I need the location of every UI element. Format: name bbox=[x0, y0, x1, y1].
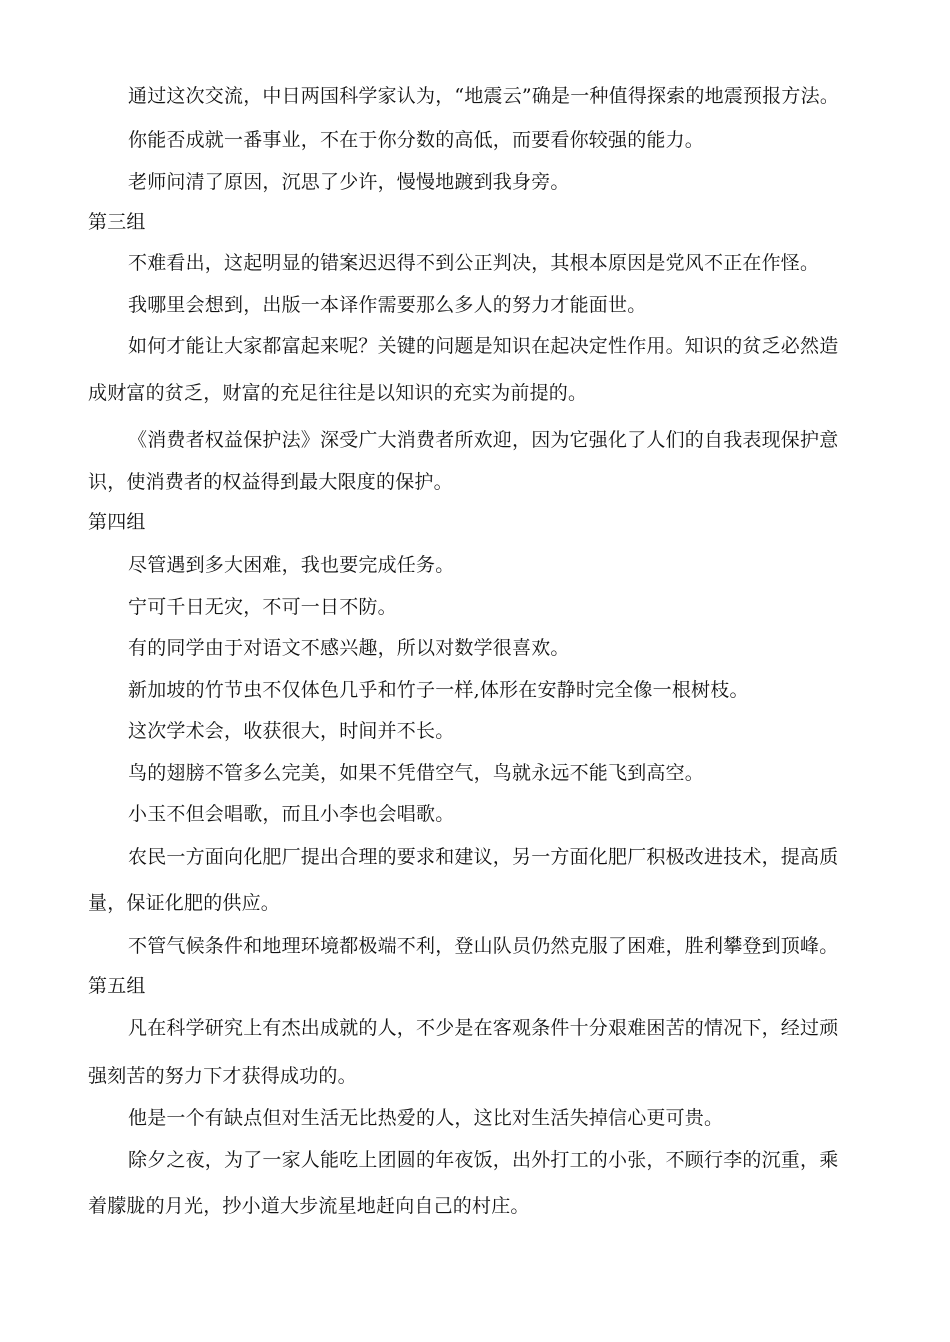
sentence-line: 农民一方面向化肥厂提出合理的要求和建议，另一方面化肥厂积极改进技术，提高质 bbox=[128, 846, 839, 868]
sentence-line: 他是一个有缺点但对生活无比热爱的人，这比对生活失掉信心更可贵。 bbox=[128, 1107, 724, 1129]
sentence-line: 宁可千日无灾，不可一日不防。 bbox=[128, 596, 397, 618]
group-heading: 第三组 bbox=[88, 211, 146, 233]
sentence-line: 强刻苦的努力下才获得成功的。 bbox=[88, 1065, 357, 1087]
group-heading: 第五组 bbox=[88, 975, 146, 997]
sentence-line: 我哪里会想到，出版一本译作需要那么多人的努力才能面世。 bbox=[128, 294, 647, 316]
sentence-line: 识，使消费者的权益得到最大限度的保护。 bbox=[88, 471, 453, 493]
sentence-line: 通过这次交流，中日两国科学家认为，“地震云”确是一种值得探索的地震预报方法。 bbox=[128, 85, 840, 107]
sentence-line: 不难看出，这起明显的错案迟迟得不到公正判决，其根本原因是党风不正在作怪。 bbox=[128, 252, 820, 274]
sentence-line: 着朦胧的月光，抄小道大步流星地赶向自己的村庄。 bbox=[88, 1195, 530, 1217]
sentence-line: 不管气候条件和地理环境都极端不利，登山队员仍然克服了困难，胜利攀登到顶峰。 bbox=[128, 935, 839, 957]
sentence-line: 除夕之夜，为了一家人能吃上团圆的年夜饭，出外打工的小张，不顾行李的沉重，乘 bbox=[128, 1149, 839, 1171]
sentence-line: 小玉不但会唱歌，而且小李也会唱歌。 bbox=[128, 803, 455, 825]
sentence-line: 你能否成就一番事业，不在于你分数的高低，而要看你较强的能力。 bbox=[128, 129, 705, 151]
sentence-line: 老师问清了原因，沉思了少许，慢慢地踱到我身旁。 bbox=[128, 171, 570, 193]
sentence-line: 新加坡的竹节虫不仅体色几乎和竹子一样,体形在安静时完全像一根树枝。 bbox=[128, 679, 749, 701]
sentence-line: 这次学术会，收获很大，时间并不长。 bbox=[128, 720, 455, 742]
sentence-line: 有的同学由于对语文不感兴趣，所以对数学很喜欢。 bbox=[128, 637, 570, 659]
sentence-line: 如何才能让大家都富起来呢？关键的问题是知识在起决定性作用。知识的贫乏必然造 bbox=[128, 335, 839, 357]
sentence-line: 《消费者权益保护法》深受广大消费者所欢迎，因为它强化了人们的自我表现保护意 bbox=[128, 429, 839, 451]
sentence-line: 成财富的贫乏，财富的充足往往是以知识的充实为前提的。 bbox=[88, 382, 588, 404]
sentence-line: 鸟的翅膀不管多么完美，如果不凭借空气，鸟就永远不能飞到高空。 bbox=[128, 762, 705, 784]
group-heading: 第四组 bbox=[88, 511, 146, 533]
sentence-line: 凡在科学研究上有杰出成就的人，不少是在客观条件十分艰难困苦的情况下，经过顽 bbox=[128, 1017, 839, 1039]
sentence-line: 尽管遇到多大困难，我也要完成任务。 bbox=[128, 554, 455, 576]
sentence-line: 量，保证化肥的供应。 bbox=[88, 892, 281, 914]
